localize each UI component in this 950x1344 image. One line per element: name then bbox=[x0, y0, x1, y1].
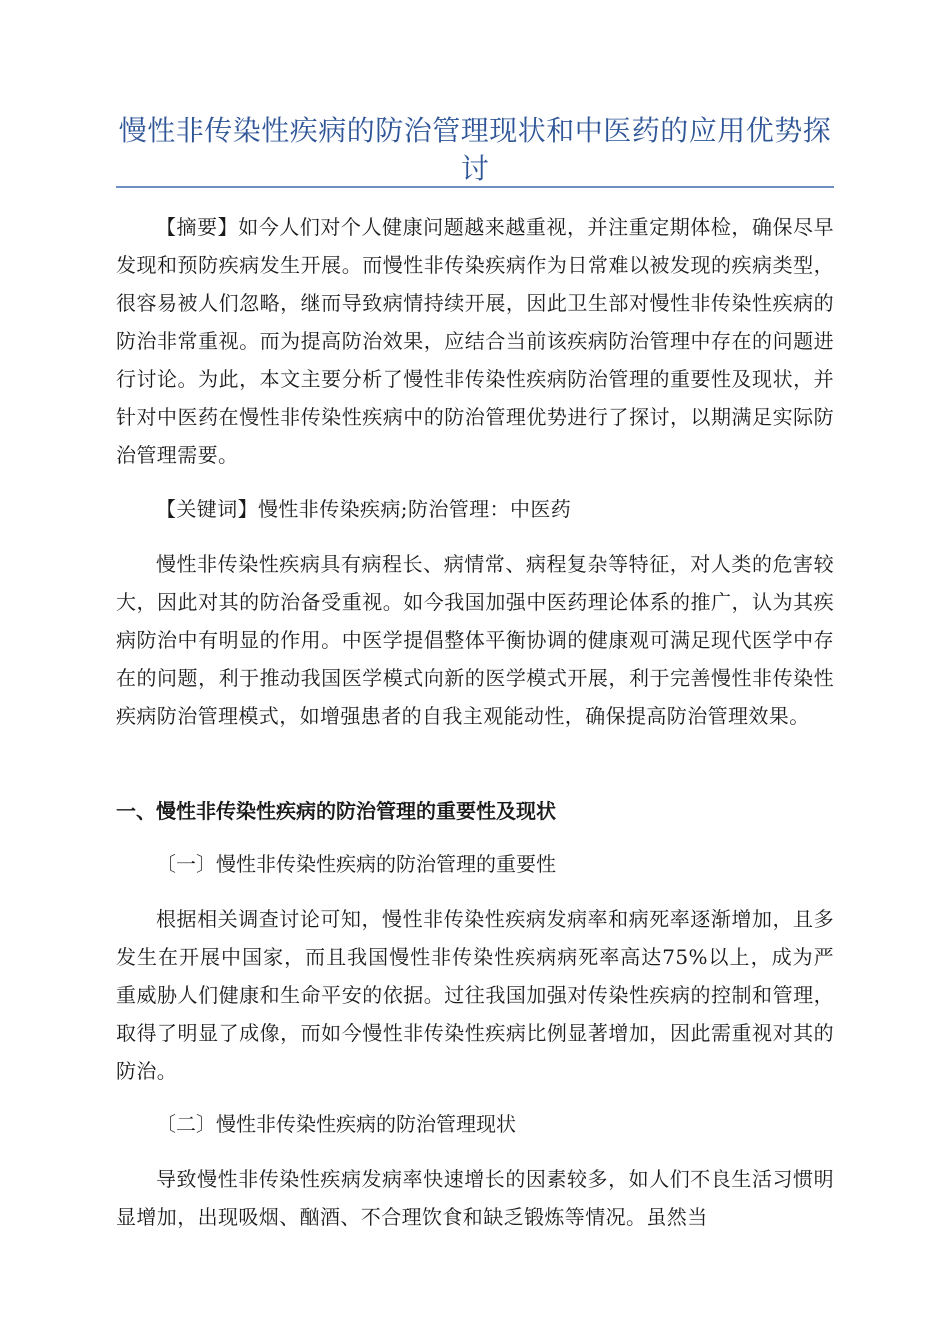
section-heading-1: 一、慢性非传染性疾病的防治管理的重要性及现状 bbox=[116, 799, 556, 823]
keywords-paragraph: 【关键词】慢性非传染疾病;防治管理：中医药 bbox=[156, 497, 572, 521]
intro-paragraph: 慢性非传染性疾病具有病程长、病情常、病程复杂等特征，对人类的危害较大，因此对其的防治备受重视。如今我国加强中医药理论体系的推广，认为其疾病防治中有明显的作用。中医学提倡整体平衡协调的健康观可满足现代医学中存在的问题，利于推动我国医学模式向新的医学模式开展，利于完善慢性非传染性疾病防治管理模式，如增强患者的自我主观能动性，确保提高防治管理效果。 bbox=[116, 552, 834, 728]
document-title: 慢性非传染性疾病的防治管理现状和中医药的应用优势探讨 bbox=[118, 114, 832, 185]
subsection-heading-2: 〔二〕慢性非传染性疾病的防治管理现状 bbox=[156, 1112, 516, 1136]
subsection-2-paragraph: 导致慢性非传染性疾病发病率快速增长的因素较多，如人们不良生活习惯明显增加，出现吸烟、酗酒、不合理饮食和缺乏锻炼等情况。虽然当 bbox=[116, 1167, 834, 1229]
abstract-paragraph: 【摘要】如今人们对个人健康问题越来越重视，并注重定期体检，确保尽早发现和预防疾病发生开展。而慢性非传染疾病作为日常难以被发现的疾病类型，很容易被人们忽略，继而导致病情持续开展，因此卫生部对慢性非传染性疾病的防治非常重视。而为提高防治效果，应结合当前该疾病防治管理中存在的问题进行讨论。为此，本文主要分析了慢性非传染性疾病防治管理的重要性及现状，并针对中医药在慢性非传染性疾病中的防治管理优势进行了探讨，以期满足实际防治管理需要。 bbox=[116, 215, 834, 467]
subsection-heading-1: 〔一〕慢性非传染性疾病的防治管理的重要性 bbox=[156, 852, 556, 876]
title-underline bbox=[116, 186, 834, 188]
subsection-1-paragraph: 根据相关调查讨论可知，慢性非传染性疾病发病率和病死率逐渐增加，且多发生在开展中国家，而且我国慢性非传染性疾病病死率高达75%以上，成为严重威胁人们健康和生命平安的依据。过往我国加强对传染性疾病的控制和管理，取得了明显了成像，而如今慢性非传染性疾病比例显著增加，因此需重视对其的防治。 bbox=[116, 907, 834, 1083]
